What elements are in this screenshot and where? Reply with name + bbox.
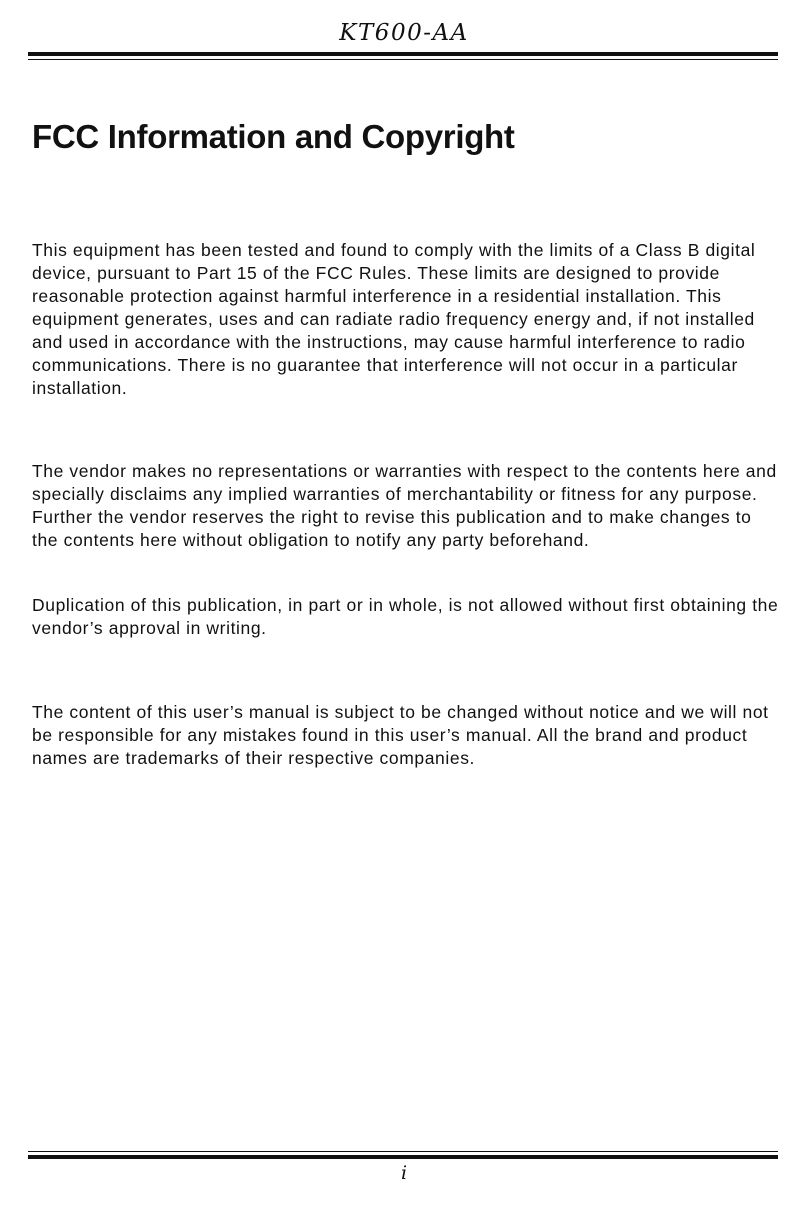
fcc-compliance-paragraph: This equipment has been tested and found to comply with the limits of a Class B digital device, pursuant to Part 15 of the FCC Rules. These limits are designed to provide reasonable protection against harmful interference in a residential installation. This equipment generates, uses and can radiate radio frequency energy and, if not installed and used in accordance with the instructions, may cause harmful interference to radio communications. There is no guarantee that interference will not occur in a particular installation. (32, 240, 756, 398)
page-title: FCC Information and Copyright (32, 118, 515, 155)
page-number: i (400, 1162, 408, 1184)
warranty-disclaimer-paragraph: The vendor makes no representations or warranties with respect to the contents here and specially disclaims any implied warranties of merchantability or fitness for any purpose. Further the vendor reserves the right to revise this publication and to make changes to the contents here without obligation to notify any party beforehand. (32, 461, 777, 550)
header-rule-thick (28, 52, 778, 56)
footer-rule-thick (28, 1155, 778, 1159)
footer-rule-thin (28, 1151, 778, 1152)
duplication-notice-paragraph: Duplication of this publication, in part or in whole, is not allowed without first obtaining the vendor’s approval in writing. (32, 595, 779, 638)
header-rule (28, 52, 778, 60)
header-rule-thin (28, 59, 778, 60)
footer-rule (28, 1151, 778, 1159)
header-title: KT600-AA (339, 20, 469, 46)
trademark-notice-paragraph: The content of this user’s manual is subject to be changed without notice and we will not be responsible for any mistakes found in this user’s manual. All the brand and product names are trademarks of their respective companies. (32, 702, 769, 768)
